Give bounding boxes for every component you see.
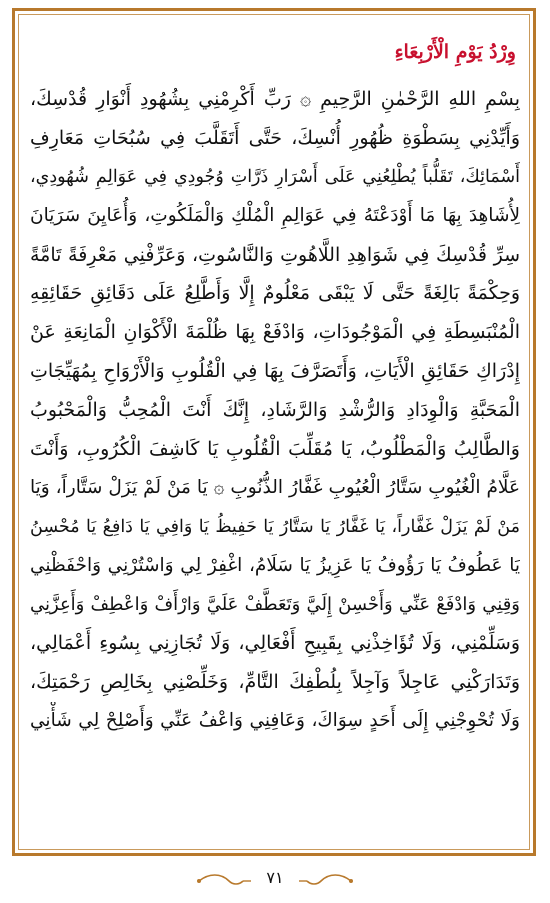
text-line: وَالطَّالِبُ وَالْمَطْلُوبُ، يَا مُقَلِّبَ الْقُلُوبِ يَا كَاشِفَ الْكُرُوبِ، وَأَنْتَ — [30, 438, 520, 461]
text-line: لِأُشَاهِدَ بِهَا مَا أَوْدَعْتَهُ فِي عَوَالِمِ الْمُلْكِ وَالْمَلَكُوتِ، وَأُعَايِنَ سَرَيَانَ — [30, 204, 520, 226]
text-line: يَا عَطُوفُ يَا رَؤُوفُ يَا عَزِيزُ يَا سَلَامُ، اغْفِرْ لِي وَاسْتُرْنِي وَاحْفَظْنِي — [30, 554, 520, 576]
text-line: عَلَّامُ الْغُيُوبِ سَتَّارُ الْعُيُوبِ غَفَّارُ الذُّنُوبِ ۞ يَا مَنْ لَمْ يَزَلْ سَتَّاراً، وَيَا — [30, 476, 520, 498]
text-line: وَلَا تُحْوِجْنِي إِلَى أَحَدٍ سِوَاكَ، وَعَافِنِي وَاعْفُ عَنِّي وَأَصْلِحْ لِي شَأْنِي — [30, 710, 520, 732]
text-line: أَسْمَائِكَ، تَقَلُّباً يُطْلِعُنِي عَلَى أَسْرَارِ ذَرَّاتِ وُجُودِي فِي عَوَالِمِ شُهُودِي، — [30, 166, 520, 187]
text-line: بِسْمِ اللهِ الرَّحْمٰنِ الرَّحِيمِ ۞ رَبِّ أَكْرِمْنِي بِشُهُودِ أَنْوَارِ قُدْسِكَ، — [30, 88, 520, 110]
text-line: وَحِكْمَةً بَالِغَةً حَتَّى لَا يَبْقَى مَعْلُومٌ إِلَّا وَأَطَّلِعُ عَلَى دَقَائِقِ حَقَائِقِهِ — [30, 282, 520, 305]
text-line: وَسَلِّمْنِي، وَلَا تُؤَاخِذْنِي بِقَبِيحِ أَفْعَالِي، وَلَا تُجَازِنِي بِسُوءِ أَعْمَالِي، — [30, 632, 520, 655]
text-line: مَنْ لَمْ يَزَلْ غَفَّاراً، يَا غَفَّارُ يَا سَتَّارُ يَا حَفِيظُ يَا وَافِي يَا دَافِعُ يَا مُحْسِنُ — [30, 516, 520, 537]
text-body — [30, 80, 520, 741]
text-line: الْمَحَبَّةِ وَالْوِدَادِ وَالرُّشْدِ وَالرَّشَادِ، إِنَّكَ أَنْتَ الْمُحِبُّ وَالْمَحْبُوبُ — [30, 399, 520, 422]
text-line: سِرِّ قُدْسِكَ فِي شَوَاهِدِ اللَّاهُوتِ وَالنَّاسُوتِ، وَعَرِّفْنِي مَعْرِفَةً تَامَّةً — [30, 243, 520, 266]
text-line: وَتَدَارَكْنِي عَاجِلاً وَآجِلاً بِلُطْفِكَ التَّامِّ، وَخَلِّصْنِي بِخَالِصِ رَحْمَتِكَ، — [30, 671, 520, 694]
page-number: ٧١ — [266, 868, 284, 887]
text-line: وَقِنِي وَادْفَعْ عَنِّي وَأَحْسِنْ إِلَيَّ وَتَعَطَّفْ عَلَيَّ وَارْأَفْ وَاعْطِفْ وَأَعِزَّنِي — [30, 593, 520, 615]
text-line: الْمُنْبَسِطَةِ فِي الْمَوْجُودَاتِ، وَادْفَعْ بِهَا ظُلْمَةَ الْأَكْوَانِ الْمَانِعَةِ عَنْ — [30, 321, 520, 344]
text-line: وَأَيِّدْنِي بِسَطْوَةِ ظُهُورِ أُنْسِكَ، حَتَّى أَتَقَلَّبَ فِي سُبُحَاتِ مَعَارِفِ — [30, 126, 520, 149]
section-heading: وِرْدُ يَوْمِ الْأَرْبِعَاءِ — [394, 41, 516, 63]
page-content — [30, 26, 520, 841]
page-footer — [0, 866, 550, 896]
text-line: إِدْرَاكِ حَقَائِقِ الْأَيَاتِ، وَأَتَصَرَّفَ بِهَا فِي الْقُلُوبِ وَالْأَرْوَاحِ بِمُهَيِّجَاتِ — [30, 360, 520, 383]
